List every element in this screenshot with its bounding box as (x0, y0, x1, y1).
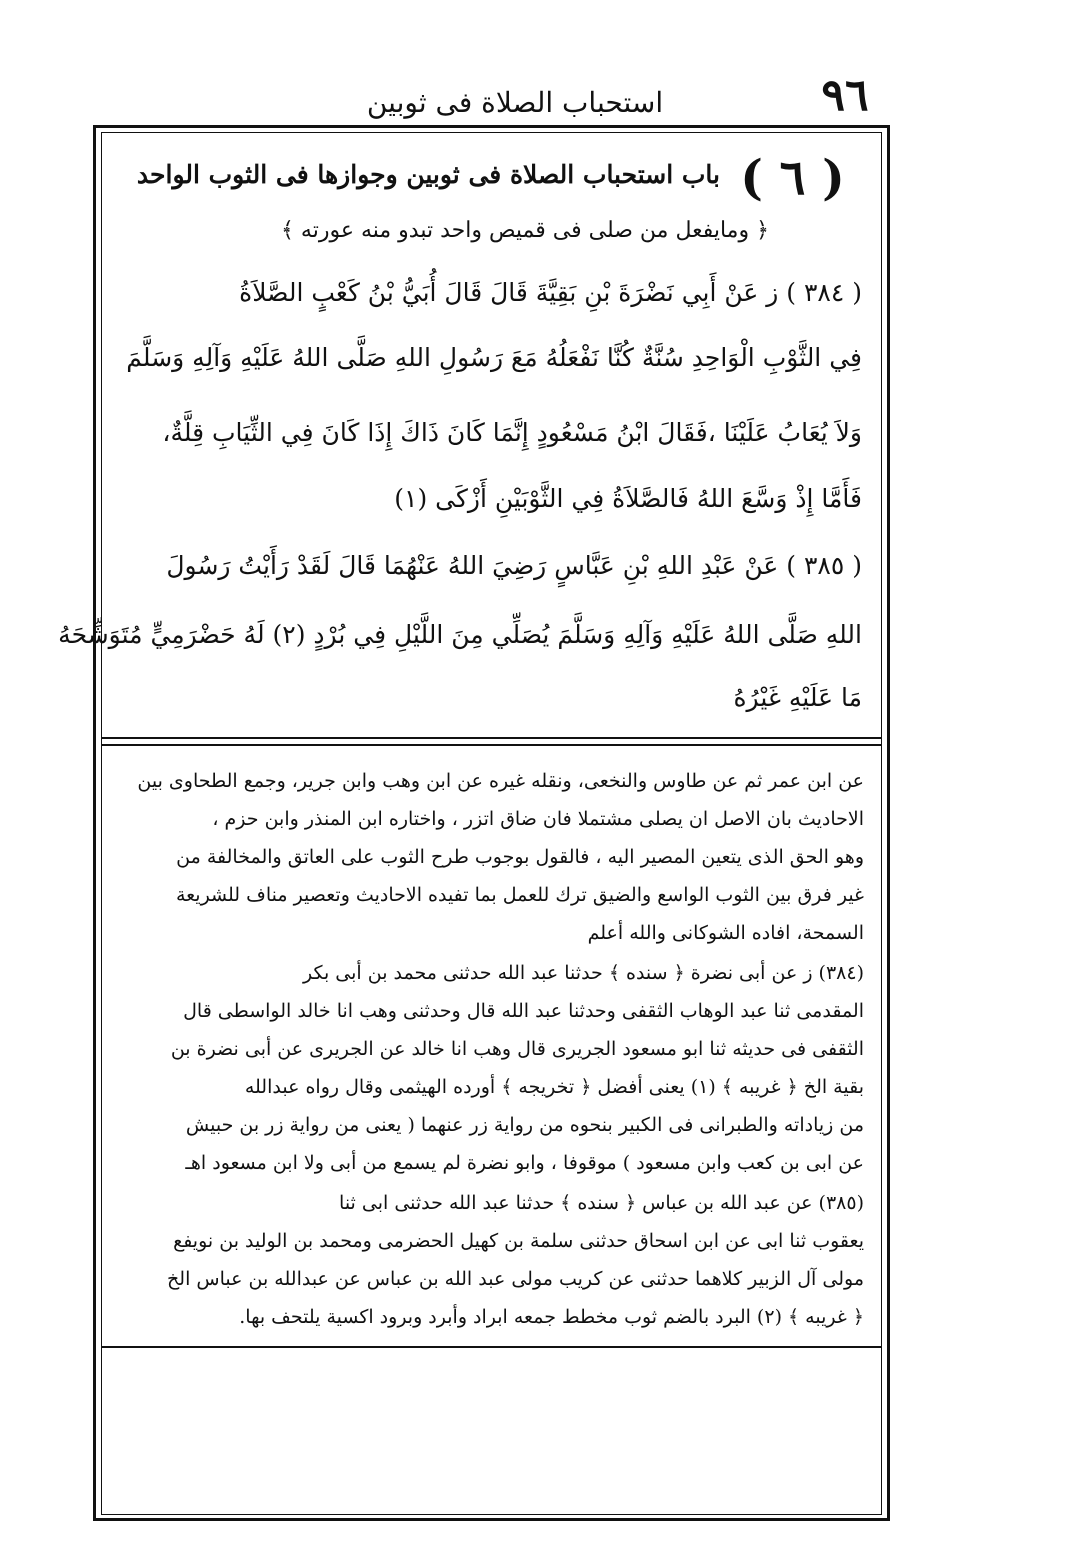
bottom-divider (101, 1346, 882, 1348)
commentary-line: عن ابى بن كعب وابن مسعود ) موقوفا ، وابو نضرة لم يسمع من أبى ولا ابن مسعود اهـ (185, 1152, 864, 1174)
hadith-line: وَلاَ يُعَابُ عَلَيْنَا ،فَقَالَ ابْنُ مَسْعُودٍ إِنَّمَا كَانَ ذَاكَ إِذَا كَانَ فِي الثِّيَابِ قِلَّةٌ، (162, 418, 862, 447)
commentary-line: غير فرق بين الثوب الواسع والضيق ترك للعمل بما تفيده الاحاديث وتعصير مناف للشريعة (175, 884, 864, 906)
chapter-title: باب استحباب الصلاة فى ثوبين وجوازها فى الثوب الواحد (136, 160, 720, 189)
hadith-line: ( ٣٨٤ ) ز عَنْ أَبِي نَضْرَةَ بْنِ بَقِيَّةَ قَالَ قَالَ أُبَيُّ بْنُ كَعْبٍ الصَّلاَةُ (239, 278, 862, 307)
commentary-line: ﴿ غريبه ﴾ (٢) البرد بالضم ثوب مخطط جمعه ابراد وأبرد وبرود اكسية يلتحف بها. (239, 1306, 864, 1328)
commentary-line: (٣٨٥) عن عبد الله بن عباس ﴿ سنده ﴾ حدثنا عبد الله حدثنى ابى ثنا (339, 1192, 864, 1214)
section-divider (101, 744, 882, 746)
page-number: ٩٦ (821, 70, 869, 121)
commentary-line: المقدمى ثنا عبد الوهاب الثقفى وحدثنا عبد الله قال وحدثنى وهب انا خالد الواسطى قال (183, 1000, 864, 1022)
commentary-line: بقية الخ ﴿ غريبه ﴾ (١) يعنى أفضل ﴿ تخريجه ﴾ أورده الهيثمى وقال رواه عبدالله (244, 1076, 864, 1098)
commentary-line: يعقوب ثنا ابى عن ابن اسحاق حدثنى سلمة بن كهيل الحضرمى ومحمد بن الوليد بن نويفع (173, 1230, 864, 1252)
commentary-line: عن ابن عمر ثم عن طاوس والنخعى، ونقله غيره عن ابن وهب وابن جرير، وجمع الطحاوى بين (137, 770, 864, 792)
commentary-line: وهو الحق الذى يتعين المصير اليه ، فالقول بوجوب طرح الثوب على العاتق والمخالفة من (176, 846, 864, 868)
chapter-number: ( ٦ ) (740, 150, 845, 206)
section-divider (101, 737, 882, 739)
running-title: استحباب الصلاة فى ثوبين (366, 86, 664, 119)
commentary-line: الاحاديث بان الاصل ان يصلى مشتملا فان ضاق اتزر ، واختاره ابن المنذر وابن حزم ، (212, 808, 864, 830)
commentary-line: السمحة، افاده الشوكانى والله أعلم (587, 922, 864, 944)
commentary-line: الثقفى فى حديثه ثنا ابو مسعود الجريرى قال وهب انا خالد عن الجريرى عن أبى نضرة بن (170, 1038, 864, 1060)
chapter-subtitle: ﴿ ومايفعل من صلى فى قميص واحد تبدو منه عورته ﴾ (281, 218, 769, 243)
hadith-line: فَأَمَّا إِذْ وَسَّعَ اللهُ فَالصَّلاَةُ فِي الثَّوْبَيْنِ أَزْكَى (١) (394, 484, 862, 513)
hadith-line: مَا عَلَيْهِ غَيْرُهُ (733, 683, 862, 712)
hadith-line: فِي الثَّوْبِ الْوَاحِدِ سُنَّةٌ كُنَّا نَفْعَلُهُ مَعَ رَسُولِ اللهِ صَلَّى اللهُ عَلَيْهِ وَآلِهِ وَسَلَّمَ (126, 343, 862, 372)
commentary-line: مولى آل الزبير كلاهما حدثنى عن كريب مولى عبد الله بن عباس عن عبدالله بن عباس الخ (167, 1268, 864, 1290)
hadith-line: اللهِ صَلَّى اللهُ عَلَيْهِ وَآلِهِ وَسَلَّمَ يُصَلِّي مِنَ اللَّيْلِ فِي بُرْدٍ (٢) لَهُ حَضْرَمِيٍّ مُتَوَشِّحَهُ (58, 620, 862, 649)
hadith-line: ( ٣٨٥ ) عَنْ عَبْدِ اللهِ بْنِ عَبَّاسٍ رَضِيَ اللهُ عَنْهُمَا قَالَ لَقَدْ رَأَيْتُ رَسُولَ (166, 551, 862, 580)
commentary-line: (٣٨٤) ز عن أبى نضرة ﴿ سنده ﴾ حدثنا عبد الله حدثنى محمد بن أبى بكر (303, 962, 864, 984)
commentary-line: من زياداته والطبرانى فى الكبير بنحوه من رواية زر عنهما ( يعنى من رواية زر بن حبيش (185, 1114, 864, 1136)
